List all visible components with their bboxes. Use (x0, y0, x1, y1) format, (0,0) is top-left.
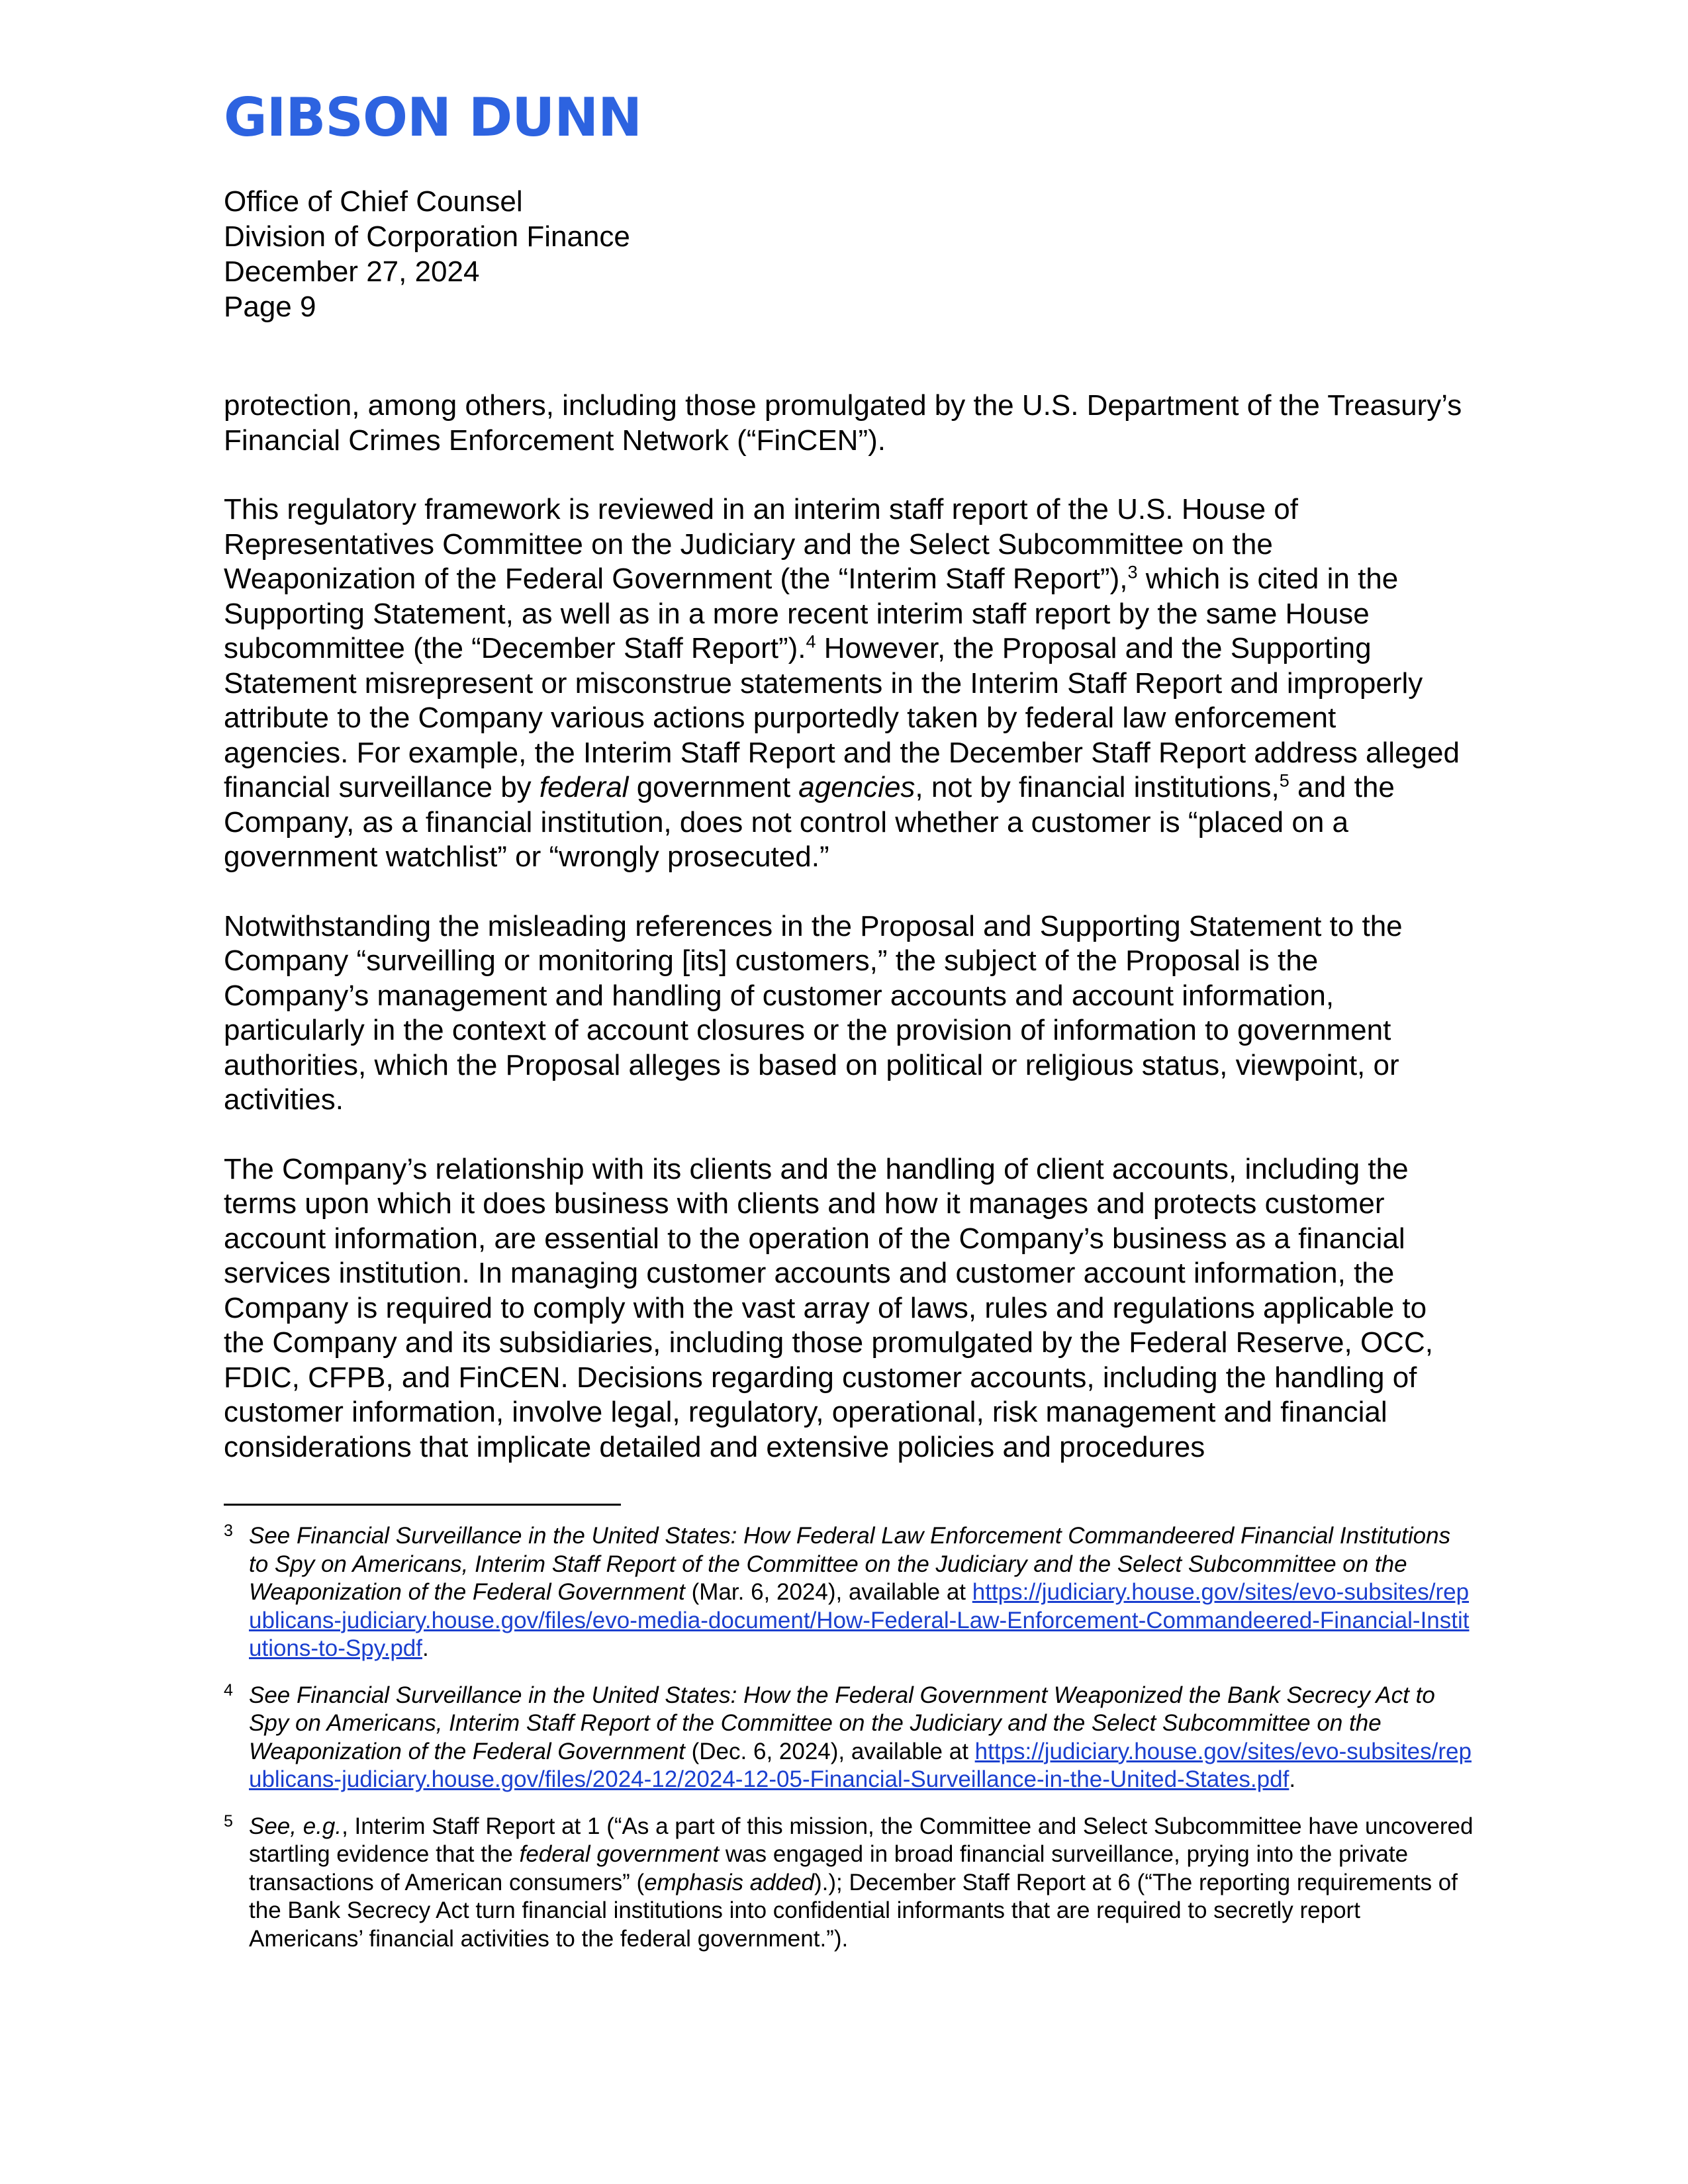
footnote-number: 5 (224, 1811, 233, 1831)
letter-body (224, 388, 1468, 1465)
footnote-number: 4 (224, 1680, 233, 1700)
paragraph-4: The Company’s relationship with its clients and the handling of client accounts, including the terms upon which it does business with clients and how it manages and protects customer account information, are essential to the operation of the Company’s business as a financial services institution. In managing customer accounts and customer account information, the Company is required to comply with the vast array of laws, rules and regulations applicable to the Company and its subsidiaries, including those promulgated by the Federal Reserve, OCC, FDIC, CFPB, and FinCEN. Decisions regarding customer accounts, including the handling of customer information, involve legal, regulatory, operational, risk management and financial considerations that implicate detailed and extensive policies and procedures (224, 1152, 1433, 1463)
footnotes (224, 1522, 1475, 1972)
letter-header (224, 184, 630, 324)
recipient-division: Division of Corporation Finance (224, 220, 630, 253)
footnote-4-link[interactable]: https://judiciary.house.gov/sites/evo-subsites/republicans-judiciary.house.gov/files/2024-12/2024-12-05-Financial-Surveillance-in-the-United-States.pdf (249, 1738, 1472, 1792)
footnote-5: 5 See, e.g., Interim Staff Report at 1 (“As a part of this mission, the Committee and Select Subcommittee have uncovered startling evidence that the federal government was engaged in broad financial surveillance, prying into the private transactions of American consumers” (emphasis added).); December Staff Report at 6 (“The reporting requirements of the Bank Secrecy Act turn financial institutions into confidential informants that are required to secretly report Americans’ financial activities to the federal government.”). (224, 1813, 1475, 1954)
footnote-4: 4 See Financial Surveillance in the United States: How the Federal Government Weaponized the Bank Secrecy Act to Spy on Americans, Interim Staff Report of the Committee on the Judiciary and the Select Subcommittee on the Weaponization of the Federal Government (Dec. 6, 2024), available at https://judiciary.house.gov/sites/evo-subsites/republicans-judiciary.house.gov/files/2024-12/2024-12-05-Financial-Surveillance-in-the-United-States.pdf. (224, 1682, 1475, 1794)
page-number: Page 9 (224, 291, 316, 323)
paragraph-1: protection, among others, including those promulgated by the U.S. Department of the Treasury’s Financial Crimes Enforcement Network (“FinCEN”). (224, 389, 1462, 457)
recipient-office: Office of Chief Counsel (224, 185, 523, 218)
footnote-ref-5[interactable]: 5 (1279, 770, 1289, 791)
firm-logo: GIBSON DUNN (224, 87, 642, 148)
footnote-ref-4[interactable]: 4 (806, 631, 816, 652)
letter-date: December 27, 2024 (224, 255, 480, 288)
footnote-3: 3 See Financial Surveillance in the United States: How Federal Law Enforcement Commandeered Financial Institutions to Spy on Americans, Interim Staff Report of the Committee on the Judiciary and the Select Subcommittee on the Weaponization of the Federal Government (Mar. 6, 2024), available at https://judiciary.house.gov/sites/evo-subsites/republicans-judiciary.house.gov/files/evo-media-document/How-Federal-Law-Enforcement-Commandeered-Financial-Institutions-to-Spy.pdf. (224, 1522, 1475, 1663)
paragraph-2: This regulatory framework is reviewed in an interim staff report of the U.S. House of Representatives Committee on the Judiciary and the Select Subcommittee on the Weaponization of the Federal Government (the “Interim Staff Report”),$^3$ which is cited in the Supporting Statement, as well as in a more recent interim staff report by the same House subcommittee (the “December Staff Report”).$^4$ However, the Proposal and the Supporting Statement misrepresent or misconstrue statements in the Interim Staff Report and improperly attribute to the Company various actions purportedly taken by federal law enforcement agencies. For example, the Interim Staff Report and the December Staff Report address alleged financial surveillance by federal government agencies, not by financial institutions,$^5$ and the Company, as a financial institution, does not control whether a customer is “placed on a government watchlist” or “wrongly prosecuted.” (224, 493, 1460, 873)
footnote-number: 3 (224, 1522, 233, 1540)
paragraph-3: Notwithstanding the misleading references in the Proposal and Supporting Statement to the Company “surveilling or monitoring [its] customers,” the subject of the Proposal is the Company’s management and handling of customer accounts and account information, particularly in the context of account closures or the provision of information to government authorities, which the Proposal alleges is based on political or religious status, viewpoint, or activities. (224, 909, 1403, 1116)
footnote-ref-3[interactable]: 3 (1127, 562, 1138, 582)
footnote-3-link[interactable]: https://judiciary.house.gov/sites/evo-subsites/republicans-judiciary.house.gov/files/evo-media-document/How-Federal-Law-Enforcement-Commandeered-Financial-Institutions-to-Spy.pdf (249, 1579, 1470, 1661)
footnote-separator (224, 1504, 621, 1506)
